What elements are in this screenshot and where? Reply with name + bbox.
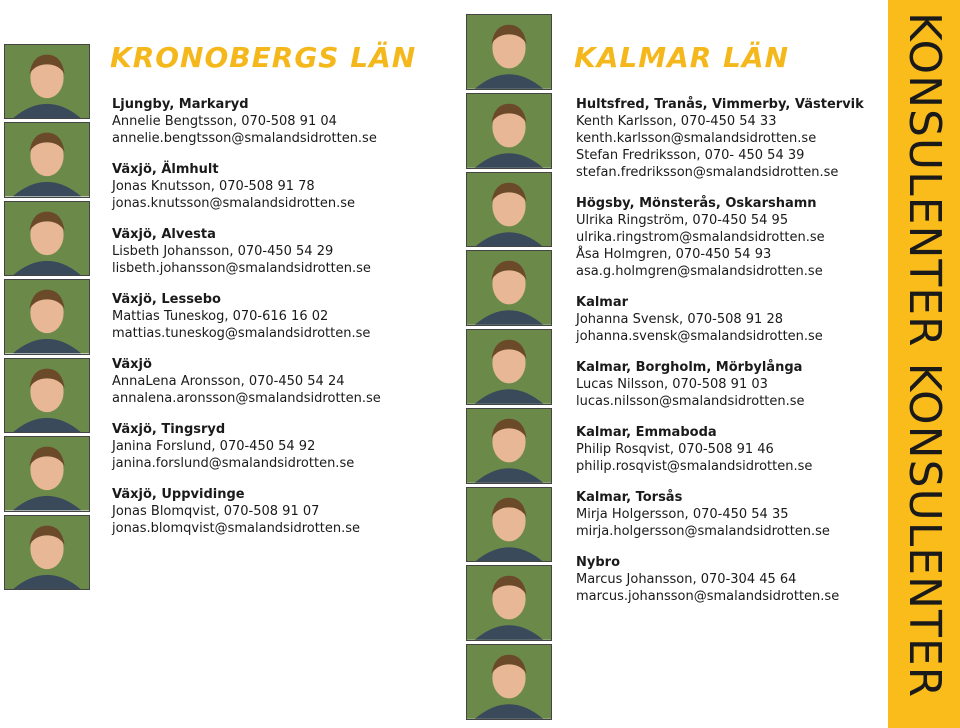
contact-line: Jonas Blomqvist, 070-508 91 07 bbox=[112, 504, 320, 519]
person-portrait-icon bbox=[466, 487, 552, 563]
contact-entry bbox=[576, 554, 876, 605]
contact-line: mirja.holgersson@smalandsidrotten.se bbox=[576, 524, 830, 539]
contact-entry bbox=[112, 486, 452, 537]
contact-line: jonas.knutsson@smalandsidrotten.se bbox=[112, 196, 355, 211]
region-heading: Växjö, Uppvidinge bbox=[112, 487, 245, 502]
person-portrait-icon bbox=[4, 279, 90, 354]
contact-entry bbox=[576, 195, 876, 280]
contact-entry bbox=[112, 226, 452, 277]
person-portrait-icon bbox=[466, 644, 552, 720]
contact-entry bbox=[576, 424, 876, 475]
region-heading: Växjö, Tingsryd bbox=[112, 422, 226, 437]
contact-entry bbox=[112, 96, 452, 147]
contact-line: annalena.aronsson@smalandsidrotten.se bbox=[112, 391, 381, 406]
person-portrait-icon bbox=[466, 93, 552, 169]
region-heading: Växjö bbox=[112, 357, 152, 372]
kalmar-section-title: KALMAR LÄN bbox=[574, 41, 789, 74]
contact-line: Philip Rosqvist, 070-508 91 46 bbox=[576, 442, 774, 457]
contact-line: marcus.johansson@smalandsidrotten.se bbox=[576, 589, 840, 604]
contact-line: Janina Forslund, 070-450 54 92 bbox=[112, 439, 316, 454]
contact-line: Kenth Karlsson, 070-450 54 33 bbox=[576, 114, 777, 129]
region-heading: Växjö, Älmhult bbox=[112, 162, 219, 177]
contact-line: janina.forslund@smalandsidrotten.se bbox=[112, 456, 355, 471]
person-portrait-icon bbox=[466, 565, 552, 641]
contact-entry bbox=[576, 489, 876, 540]
person-portrait-icon bbox=[466, 329, 552, 405]
contact-line: Mirja Holgersson, 070-450 54 35 bbox=[576, 507, 789, 522]
region-heading: Kalmar, Borgholm, Mörbylånga bbox=[576, 360, 803, 375]
contact-line: Jonas Knutsson, 070-508 91 78 bbox=[112, 179, 315, 194]
contact-entry bbox=[576, 359, 876, 410]
kronoberg-section-title: KRONOBERGS LÄN bbox=[110, 41, 417, 74]
person-portrait-icon bbox=[4, 44, 90, 119]
contact-line: Stefan Fredriksson, 070- 450 54 39 bbox=[576, 148, 805, 163]
contact-line: Annelie Bengtsson, 070-508 91 04 bbox=[112, 114, 337, 129]
contact-line: Lucas Nilsson, 070-508 91 03 bbox=[576, 377, 768, 392]
contact-line: johanna.svensk@smalandsidrotten.se bbox=[576, 329, 823, 344]
person-portrait-icon bbox=[4, 515, 90, 590]
contact-entry bbox=[112, 356, 452, 407]
region-heading: Växjö, Alvesta bbox=[112, 227, 216, 242]
region-heading: Kalmar bbox=[576, 295, 629, 310]
contact-entry bbox=[112, 421, 452, 472]
kronoberg-contact-list bbox=[112, 96, 452, 551]
person-portrait-icon bbox=[4, 436, 90, 511]
contact-line: jonas.blomqvist@smalandsidrotten.se bbox=[112, 521, 361, 536]
contact-entry bbox=[576, 96, 876, 181]
left-photo-column bbox=[4, 44, 90, 590]
region-heading: Växjö, Lessebo bbox=[112, 292, 221, 307]
contact-line: Johanna Svensk, 070-508 91 28 bbox=[576, 312, 783, 327]
person-portrait-icon bbox=[4, 358, 90, 433]
contact-entry bbox=[112, 161, 452, 212]
contact-line: lucas.nilsson@smalandsidrotten.se bbox=[576, 394, 805, 409]
person-portrait-icon bbox=[466, 408, 552, 484]
contact-entry bbox=[576, 294, 876, 345]
contact-line: philip.rosqvist@smalandsidrotten.se bbox=[576, 459, 813, 474]
region-heading: Hultsfred, Tranås, Vimmerby, Västervik bbox=[576, 97, 864, 112]
contact-line: Mattias Tuneskog, 070-616 16 02 bbox=[112, 309, 329, 324]
person-portrait-icon bbox=[4, 201, 90, 276]
contact-line: Åsa Holmgren, 070-450 54 93 bbox=[576, 247, 772, 262]
contact-line: Marcus Johansson, 070-304 45 64 bbox=[576, 572, 797, 587]
region-heading: Nybro bbox=[576, 555, 621, 570]
region-heading: Kalmar, Torsås bbox=[576, 490, 683, 505]
right-photo-column bbox=[466, 14, 552, 720]
person-portrait-icon bbox=[4, 122, 90, 197]
contact-line: mattias.tuneskog@smalandsidrotten.se bbox=[112, 326, 371, 341]
contact-line: ulrika.ringstrom@smalandsidrotten.se bbox=[576, 230, 825, 245]
contact-line: lisbeth.johansson@smalandsidrotten.se bbox=[112, 261, 371, 276]
region-heading: Kalmar, Emmaboda bbox=[576, 425, 717, 440]
contact-line: AnnaLena Aronsson, 070-450 54 24 bbox=[112, 374, 345, 389]
person-portrait-icon bbox=[466, 172, 552, 248]
person-portrait-icon bbox=[466, 250, 552, 326]
side-band-text: KONSULENTER KONSULENTER bbox=[899, 12, 950, 699]
contact-line: annelie.bengtsson@smalandsidrotten.se bbox=[112, 131, 377, 146]
contact-entry bbox=[112, 291, 452, 342]
contact-line: stefan.fredriksson@smalandsidrotten.se bbox=[576, 165, 839, 180]
contact-line: Ulrika Ringström, 070-450 54 95 bbox=[576, 213, 789, 228]
contact-line: Lisbeth Johansson, 070-450 54 29 bbox=[112, 244, 334, 259]
kalmar-contact-list bbox=[576, 96, 876, 619]
region-heading: Högsby, Mönsterås, Oskarshamn bbox=[576, 196, 817, 211]
region-heading: Ljungby, Markaryd bbox=[112, 97, 249, 112]
person-portrait-icon bbox=[466, 14, 552, 90]
contact-line: kenth.karlsson@smalandsidrotten.se bbox=[576, 131, 817, 146]
contact-line: asa.g.holmgren@smalandsidrotten.se bbox=[576, 264, 823, 279]
